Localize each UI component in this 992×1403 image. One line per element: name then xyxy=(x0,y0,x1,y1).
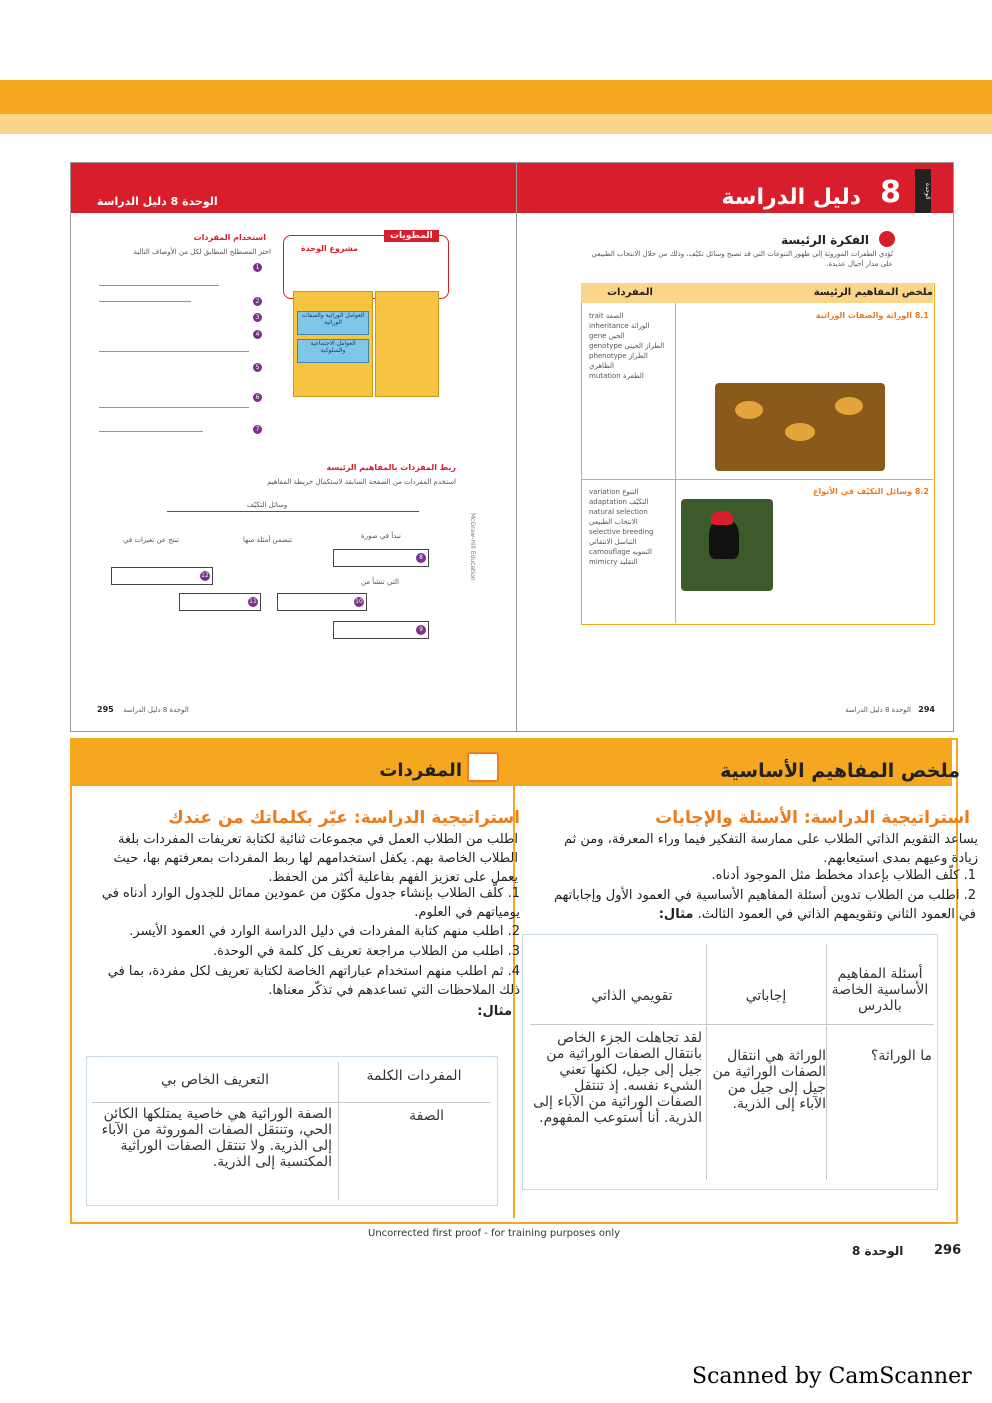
map-box-number: 10 xyxy=(355,598,363,605)
answer-line xyxy=(99,407,249,408)
step-number: 2. xyxy=(507,924,520,939)
vocab-term: selective breeding التناسل الانتقائي xyxy=(589,528,654,546)
project-heading: مشروع الوحدة xyxy=(300,244,358,253)
own-words-step-3 xyxy=(94,942,520,961)
map-label-begins: تبدأ في صورة xyxy=(361,532,401,540)
big-idea-heading: الفكرة الرئيسة xyxy=(781,233,869,247)
left-footer-label: الوحدة 8 دليل الدراسة xyxy=(123,706,189,714)
qa-example-label: مثال: xyxy=(658,907,694,922)
scanner-watermark: Scanned by CamScanner xyxy=(692,1364,972,1389)
own-words-step-1 xyxy=(94,884,520,922)
textbook-spread xyxy=(70,162,954,732)
vocab-term: genotype الطراز الجيني xyxy=(589,342,665,350)
own-words-strategy-title: استراتيجية الدراسة: عبّر بكلماتك من عندك xyxy=(168,808,520,828)
map-label-arises: التي تنشأ من xyxy=(361,578,399,586)
qa-header-self: تقويمي الذاتي xyxy=(591,988,673,1004)
right-page-number: 294 xyxy=(918,705,935,714)
bee-shape xyxy=(735,401,763,419)
question-icon xyxy=(879,231,895,247)
qa-step-2 xyxy=(540,886,976,924)
number-circle-6: 6 xyxy=(253,393,262,402)
left-header: الوحدة 8 دليل الدراسة xyxy=(97,195,218,208)
vocab-table-rule xyxy=(92,1102,490,1103)
vocab-header-word: المفردات الكلمة xyxy=(366,1068,462,1084)
project-box xyxy=(283,231,449,299)
number-circle-3: 3 xyxy=(253,313,262,322)
map-box-10 xyxy=(277,593,367,611)
big-idea-text: تُؤدي الطفرات الموروثة إلى ظهور التنوعات التي قد تصبح وسائل تكيّف، وذلك من خلال الانتخاب الطبيعي على مدار أجيال عديدة. xyxy=(591,250,893,268)
left-page xyxy=(71,163,517,731)
vocab-term: trait الصفة xyxy=(589,312,624,320)
vocabulary-icon xyxy=(467,752,499,782)
chapter-number: 8 xyxy=(880,175,901,210)
vocab-row-def: الصفة الوراثية هي خاصية يمتلكها الكائن الحي، وتنتقل الصفات الموروثة من الآباء إلى الذرية. ولا تنتقل الصفات الوراثية المكتسبة إلى الذرية. xyxy=(101,1106,332,1170)
bees-photo xyxy=(715,383,885,471)
own-words-example-label: مثال: xyxy=(477,1004,512,1019)
map-box-number: 8 xyxy=(416,553,426,563)
unit-vertical-tag: الوحدة xyxy=(915,169,931,213)
qa-table-col-rule xyxy=(826,944,827,1180)
step-number: 4. xyxy=(507,964,520,979)
answer-line xyxy=(99,431,203,432)
vocab-term: mutation الطفرة xyxy=(589,372,644,380)
fold-tab-1: العوامل الوراثية والصفات الوراثية xyxy=(297,311,369,335)
top-orange-band xyxy=(0,80,992,114)
vocab-header-def: التعريف الخاص بي xyxy=(160,1072,270,1088)
step-text: كلّف الطلاب بإنشاء جدول مكوّن من عمودين مماثل للجدول الوارد أدناه في يومياتهم في العلوم. xyxy=(101,886,520,920)
key-concepts-heading: ملخص المفاهيم الرئيسة xyxy=(813,287,933,298)
vocab-heading: المفردات xyxy=(607,287,653,298)
step-text: ثم اطلب منهم استخدام عباراتهم الخاصة لكتابة تعريف لكل مفردة، بما في ذلك الملاحظات التي تساعدهم في تذكّر معناها. xyxy=(107,964,520,998)
qa-intro: يساعد التقويم الذاتي الطلاب على ممارسة التفكير فيما وراء المعرفة، ومن ثم زيادة وعيهم بمدى استيعابهم. xyxy=(563,832,978,866)
map-box-number: 11 xyxy=(249,598,257,605)
map-box-number: 12 xyxy=(201,572,209,579)
use-vocab-heading: استخدام المفردات xyxy=(193,233,266,242)
use-vocab-intro: اختر المصطلح المطابق لكل من الأوصاف التالية xyxy=(133,248,271,256)
qa-row-question: ما الوراثة؟ xyxy=(870,1048,932,1064)
step-text: اطلب منهم كتابة المفردات في دليل الدراسة الوارد في العمود الأيسر. xyxy=(129,924,504,939)
vocab-term: adaptation التكيّف xyxy=(589,498,649,506)
section-1-title: 8.1 الوراثة والصفات الوراثية xyxy=(815,311,929,320)
bee-shape xyxy=(835,397,863,415)
foldable-right-flap xyxy=(375,291,439,397)
right-header-bar xyxy=(517,163,953,213)
map-connector xyxy=(167,511,419,512)
vocab-term: inheritance الوراثة xyxy=(589,322,650,330)
study-guide-title: دليل الدراسة xyxy=(721,185,861,210)
own-words-intro: اطلب من الطلاب العمل في مجموعات ثنائية لكتابة تعريفات المفردات بلغة الطلاب الخاصة بهم. يكفل استخدامهم لها ربط المفردات بمعرفتهم بها، حيث يعمل على تعزيز الفهم بفاعلية أكثر من الحفظ. xyxy=(113,832,518,885)
answer-line xyxy=(99,351,249,352)
map-box-8 xyxy=(333,549,429,567)
section-2-title: 8.2 وسائل التكيّف في الأنواع xyxy=(812,487,929,496)
vocab-term: camouflage التمويه xyxy=(589,548,652,556)
section-2-vocab-list xyxy=(589,487,673,567)
step-text: اطلب من الطلاب تدوين أسئلة المفاهيم الأساسية في العمود الأول وإجاباتهم في العمود الثاني وتقويمهم الذاتي في العمود الثالث. xyxy=(553,888,976,922)
section-1-vocab-list xyxy=(589,311,669,381)
woodpecker-photo xyxy=(681,499,773,591)
fold-tab-2: العوامل الاجتماعية والسلوكية xyxy=(297,339,369,363)
map-label-examples: تتضمن أمثلة منها xyxy=(243,536,293,544)
vocab-term: gene الجين xyxy=(589,332,625,340)
qa-table-col-rule xyxy=(706,944,707,1180)
qa-header-questions: أسئلة المفاهيم الأساسية الخاصة بالدرس xyxy=(831,966,929,1014)
qa-row-answer: الوراثة هي انتقال الصفات الوراثية من جيل إلى جيل من الآباء إلى الذرية. xyxy=(712,1048,826,1112)
linking-heading: ربط المفردات بالمفاهيم الرئيسة xyxy=(326,463,456,472)
top-light-band xyxy=(0,114,992,134)
linking-intro: استخدم المفردات من الصفحة السابقة لاستكمال خريطة المفاهيم xyxy=(267,478,456,486)
number-circle-5: 5 xyxy=(253,363,262,372)
map-box-11 xyxy=(179,593,261,611)
map-box-number: 9 xyxy=(416,625,426,635)
step-text: اطلب من الطلاب مراجعة تعريف كل كلمة في الوحدة. xyxy=(212,944,504,959)
left-page-number: 295 xyxy=(97,705,114,714)
right-page xyxy=(517,163,953,731)
foldables-tag: المطويات xyxy=(384,230,439,242)
number-circle-1: 1 xyxy=(253,263,262,272)
step-text: كلّف الطلاب بإعداد مخطط مثل الموجود أدناه. xyxy=(711,868,960,883)
step-number: 1. xyxy=(963,868,976,883)
number-circle-4: 4 xyxy=(253,330,262,339)
vocab-term: natural selection الانتخاب الطبيعي xyxy=(589,508,648,526)
step-number: 2. xyxy=(963,888,976,903)
left-header-bar xyxy=(71,163,516,213)
page-number: 296 xyxy=(934,1243,962,1258)
step-number: 3. xyxy=(507,944,520,959)
unit-label: الوحدة 8 xyxy=(852,1244,904,1258)
vocab-row-word: الصفة xyxy=(409,1108,444,1124)
bird-crest xyxy=(711,511,733,525)
concepts-divider xyxy=(675,303,676,623)
map-label-results: تنتج عن تغيرات في xyxy=(123,536,179,544)
qa-row-self: لقد تجاهلت الجزء الخاص بانتقال الصفات الوراثية من جيل إلى جيل، لكنها تعني الشيء نفسه. إذ تنتقل الصفات الوراثية من الآباء إلى الذرية. أنا أستوعب المفهوم. xyxy=(533,1030,702,1126)
vocab-term: mimicry التقليد xyxy=(589,558,638,566)
vocab-table-col-rule xyxy=(338,1062,339,1200)
concepts-summary-heading: ملخص المفاهيم الأساسية xyxy=(720,760,960,782)
vocabulary-heading: المفردات xyxy=(379,760,462,781)
own-words-step-2 xyxy=(94,922,520,941)
number-circle-7: 7 xyxy=(253,425,262,434)
vocab-term: variation التنوع xyxy=(589,488,639,496)
map-box-12 xyxy=(111,567,213,585)
answer-line xyxy=(99,301,191,302)
number-circle-2: 2 xyxy=(253,297,262,306)
vocab-term: phenotype الطراز الظاهري xyxy=(589,352,648,370)
qa-strategy-title: استراتيجية الدراسة: الأسئلة والإجابات xyxy=(655,808,970,828)
bee-shape xyxy=(785,423,815,441)
proof-note: Uncorrected first proof - for training purposes only xyxy=(368,1228,621,1239)
map-top-node: وسائل التكيّف xyxy=(247,501,288,509)
step-number: 1. xyxy=(507,886,520,901)
qa-table-rule xyxy=(530,1024,934,1025)
bird-body xyxy=(709,519,739,559)
qa-header-answers: إجاباتي xyxy=(745,988,787,1004)
answer-line xyxy=(99,285,219,286)
map-box-9 xyxy=(333,621,429,639)
right-footer-label: الوحدة 8 دليل الدراسة xyxy=(845,706,911,714)
side-credit: McGraw-Hill Education xyxy=(469,513,476,581)
qa-step-1 xyxy=(540,866,976,885)
own-words-step-4 xyxy=(94,962,520,1000)
concepts-row-divider xyxy=(581,479,933,480)
